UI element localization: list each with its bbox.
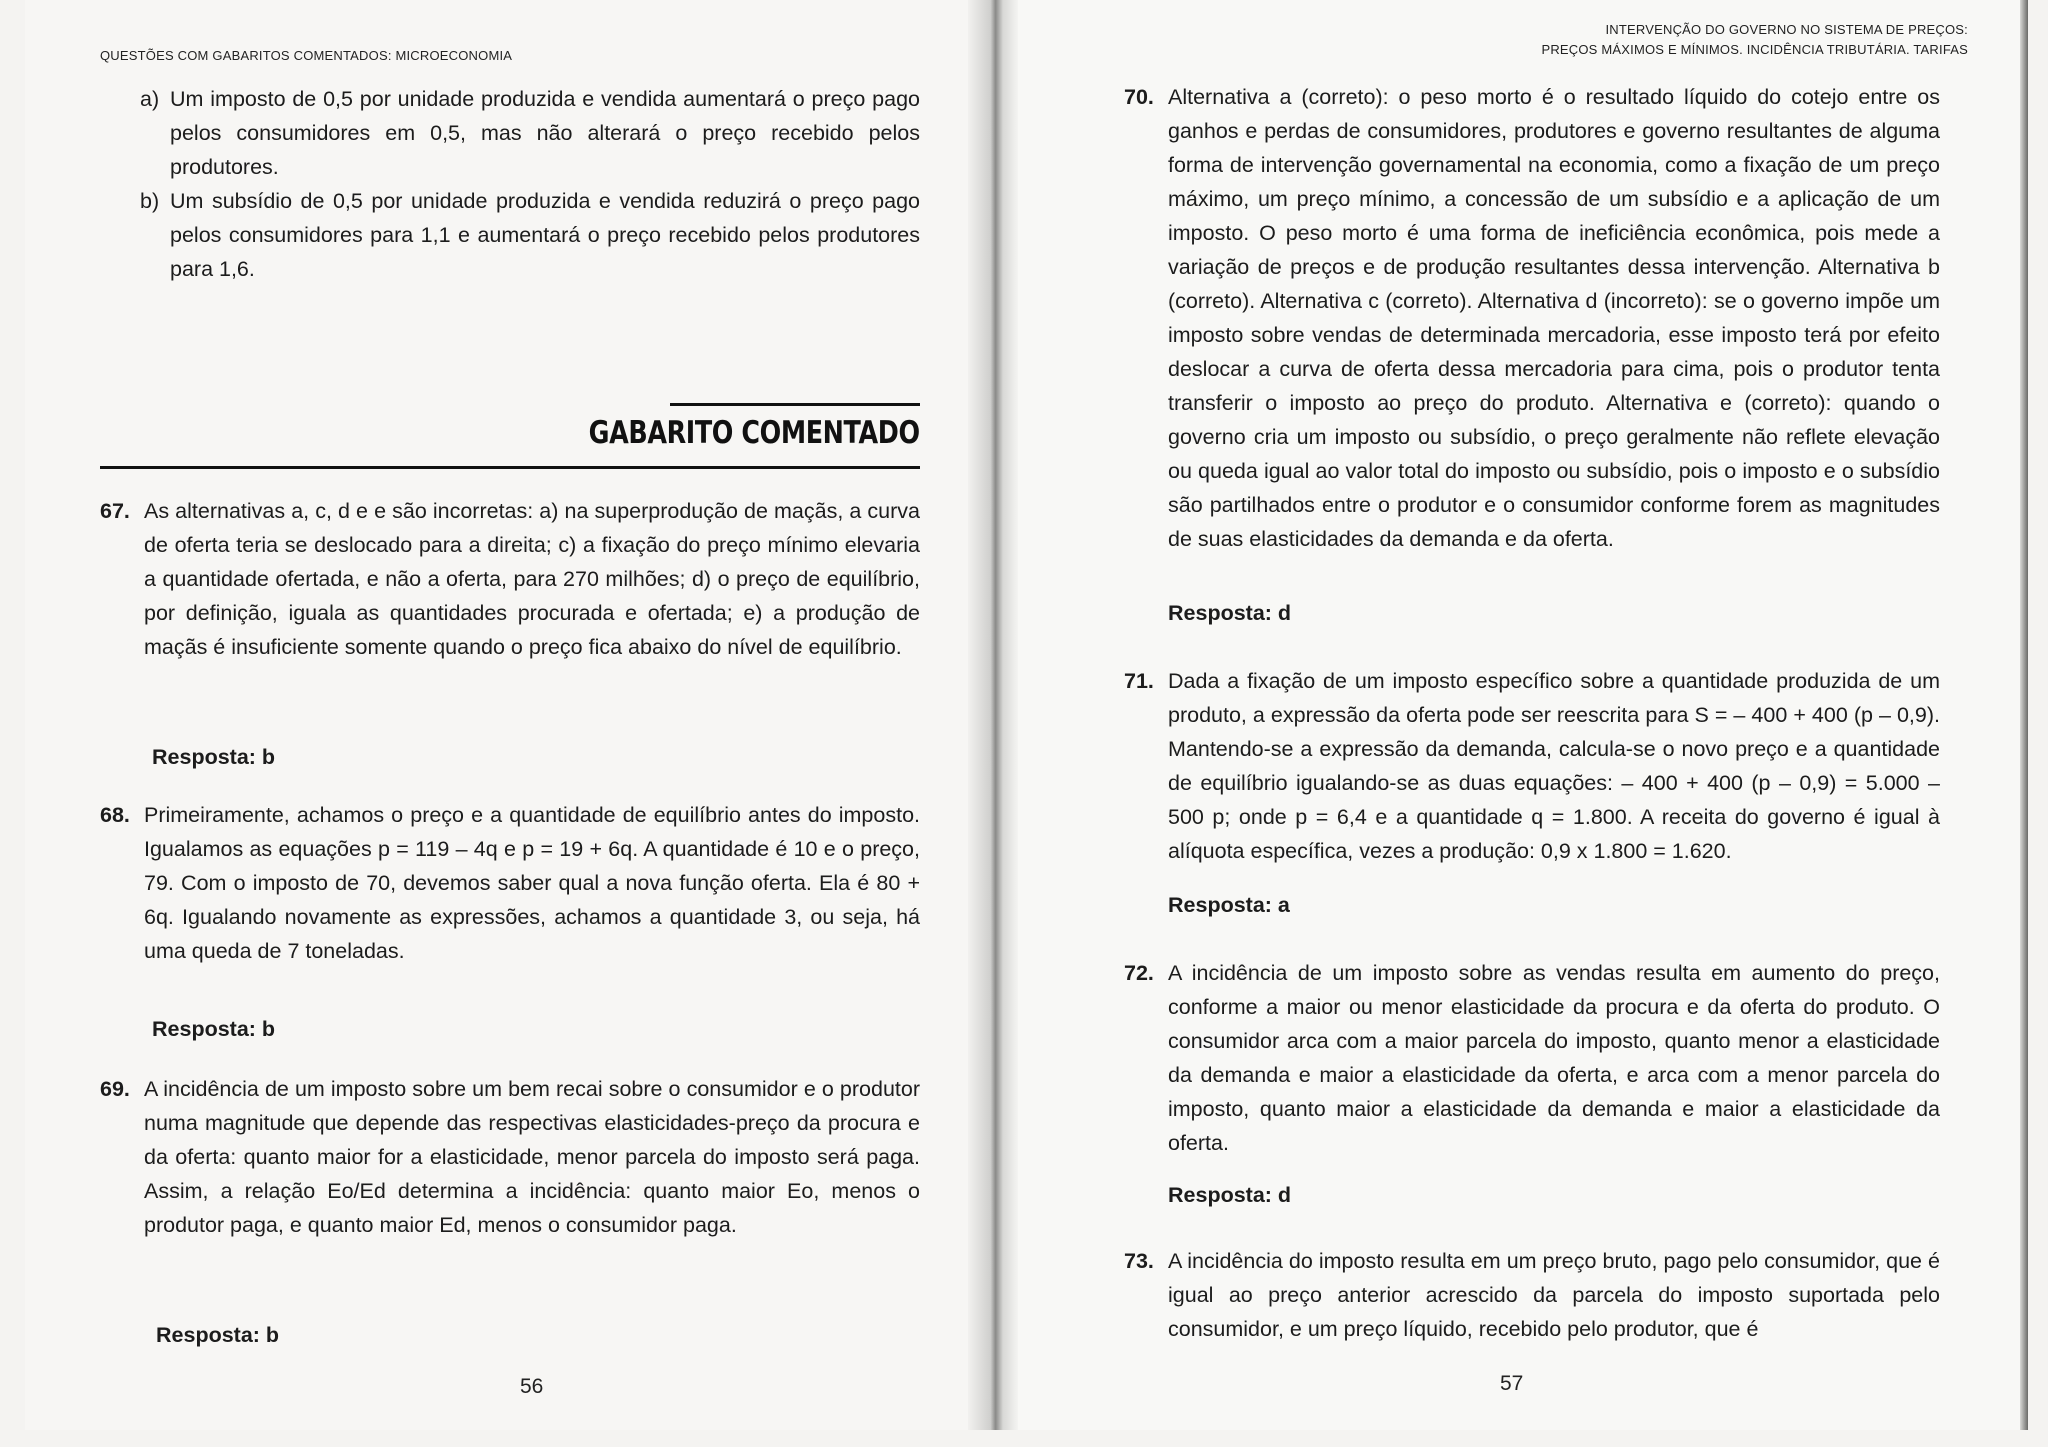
right-running-head <box>1408 20 1968 60</box>
answer-71 <box>1124 664 1940 868</box>
response-70: Resposta: d <box>1168 601 1292 625</box>
response-68: Resposta: b <box>152 1017 276 1041</box>
answer-72 <box>1124 956 1940 1160</box>
page-number-right: 57 <box>1500 1372 1524 1395</box>
option-label: a) <box>140 87 160 111</box>
option-label: b) <box>140 189 160 213</box>
answer-text: Primeiramente, achamos o preço e a quantidade de equilíbrio antes do imposto. Igualamos as equações p = 119 – 4q e p = 19 + 6q. A quantidade é 10 e o preço, 79. Com o imposto de 70, devemos saber qual a nova função oferta. Ela é 80 + 6q. Igualando novamente as expressões, achamos a quantidade 3, ou seja, há uma queda de 7 toneladas. <box>144 803 920 963</box>
response-69: Resposta: b <box>156 1323 280 1347</box>
answer-number: 69. <box>100 1077 130 1101</box>
page-number-left: 56 <box>520 1375 544 1398</box>
question-options <box>140 82 920 286</box>
answer-text: Alternativa a (correto): o peso morto é o resultado líquido do cotejo entre os ganhos e perdas de consumidores, produtores e governo resultantes de alguma forma de intervenção governamental na economia, como a fixação de um preço máximo, um preço mínimo, a concessão de um subsídio e a aplicação de um imposto. O peso morto é uma forma de ineficiência econômica, pois mede a variação de preços e de produção resultantes dessa intervenção. Alternativa b (correto). Alternativa c (correto). Alternativa d (incorreto): se o governo impõe um imposto sobre vendas de determinada mercadoria, esse imposto terá por efeito deslocar a curva de oferta dessa mercadoria para cima, pois o produtor tenta transferir o imposto ao preço do produto. Alternativa e (correto): quando o governo cria um imposto ou subsídio, o preço geralmente não reflete elevação ou queda igual ao valor total do imposto ou subsídio, pois o imposto e o subsídio são partilhados entre o produtor e o consumidor conforme forem as magnitudes de suas elasticidades da demanda e da oferta. <box>1168 85 1940 551</box>
section-heading <box>100 403 920 469</box>
option-text: Um imposto de 0,5 por unidade produzida e vendida aumentará o preço pago pelos consumidores em 0,5, mas não alterará o preço recebido pelos produtores. <box>170 87 920 179</box>
heading-rule-bottom <box>100 466 920 469</box>
page-edge <box>2020 0 2028 1430</box>
answer-73 <box>1124 1244 1940 1346</box>
response-72: Resposta: d <box>1168 1183 1292 1207</box>
answer-number: 67. <box>100 499 130 523</box>
section-title: GABARITO COMENTADO <box>589 415 920 451</box>
answer-text: A incidência do imposto resulta em um preço bruto, pago pelo consumidor, que é igual ao preço anterior acrescido da parcela do imposto suportada pelo consumidor, e um preço líquido, recebido pelo produtor, que é <box>1168 1249 1940 1341</box>
option-b <box>140 184 920 286</box>
option-a <box>140 82 920 184</box>
option-text: Um subsídio de 0,5 por unidade produzida e vendida reduzirá o preço pago pelos consumidores para 1,1 e aumentará o preço recebido pelos produtores para 1,6. <box>170 189 920 281</box>
answer-number: 68. <box>100 803 130 827</box>
response-71: Resposta: a <box>1168 893 1290 917</box>
answer-number: 71. <box>1124 669 1154 693</box>
answer-69 <box>100 1072 920 1242</box>
answer-67 <box>100 494 920 664</box>
left-running-head: QUESTÕES COM GABARITOS COMENTADOS: MICROECONOMIA <box>100 48 513 63</box>
answer-number: 72. <box>1124 961 1154 985</box>
heading-rule-top <box>670 403 920 406</box>
answer-68 <box>100 798 920 968</box>
answer-text: A incidência de um imposto sobre as vendas resulta em aumento do preço, conforme a maior ou menor elasticidade da procura e da oferta do produto. O consumidor arca com a maior parcela do imposto, quanto menor a elasticidade da demanda e maior a elasticidade da oferta, e arca com a menor parcela do imposto, quanto maior a elasticidade da demanda e maior a elasticidade da oferta. <box>1168 961 1940 1155</box>
answer-70 <box>1124 80 1940 556</box>
running-head-line-2: PREÇOS MÁXIMOS E MÍNIMOS. INCIDÊNCIA TRIBUTÁRIA. TARIFAS <box>1541 42 1968 57</box>
running-head-line-1: INTERVENÇÃO DO GOVERNO NO SISTEMA DE PREÇOS: <box>1605 22 1968 37</box>
answer-number: 70. <box>1124 85 1154 109</box>
answer-text: Dada a fixação de um imposto específico sobre a quantidade produzida de um produto, a expressão da oferta pode ser reescrita para S = – 400 + 400 (p – 0,9). Mantendo-se a expressão da demanda, calcula-se o novo preço e a quantidade de equilíbrio igualando-se as duas equações: – 400 + 400 (p – 0,9) = 5.000 – 500 p; onde p = 6,4 e a quantidade q = 1.800. A receita do governo é igual à alíquota específica, vezes a produção: 0,9 x 1.800 = 1.620. <box>1168 669 1940 863</box>
answer-text: A incidência de um imposto sobre um bem recai sobre o consumidor e o produtor numa magnitude que depende das respectivas elasticidades-preço da procura e da oferta: quanto maior for a elasticidade, menor parcela do imposto será paga. Assim, a relação Eo/Ed determina a incidência: quanto maior Eo, menos o produtor paga, e quanto maior Ed, menos o consumidor paga. <box>144 1077 920 1237</box>
book-gutter <box>968 0 1018 1430</box>
response-67: Resposta: b <box>152 745 276 769</box>
answer-number: 73. <box>1124 1249 1154 1273</box>
answer-text: As alternativas a, c, d e e são incorretas: a) na superprodução de maçãs, a curva de oferta teria se deslocado para a direita; c) a fixação do preço mínimo elevaria a quantidade ofertada, e não a oferta, para 270 milhões; d) o preço de equilíbrio, por definição, iguala as quantidades procurada e ofertada; e) a produção de maçãs é insuficiente somente quando o preço fica abaixo do nível de equilíbrio. <box>144 499 920 659</box>
